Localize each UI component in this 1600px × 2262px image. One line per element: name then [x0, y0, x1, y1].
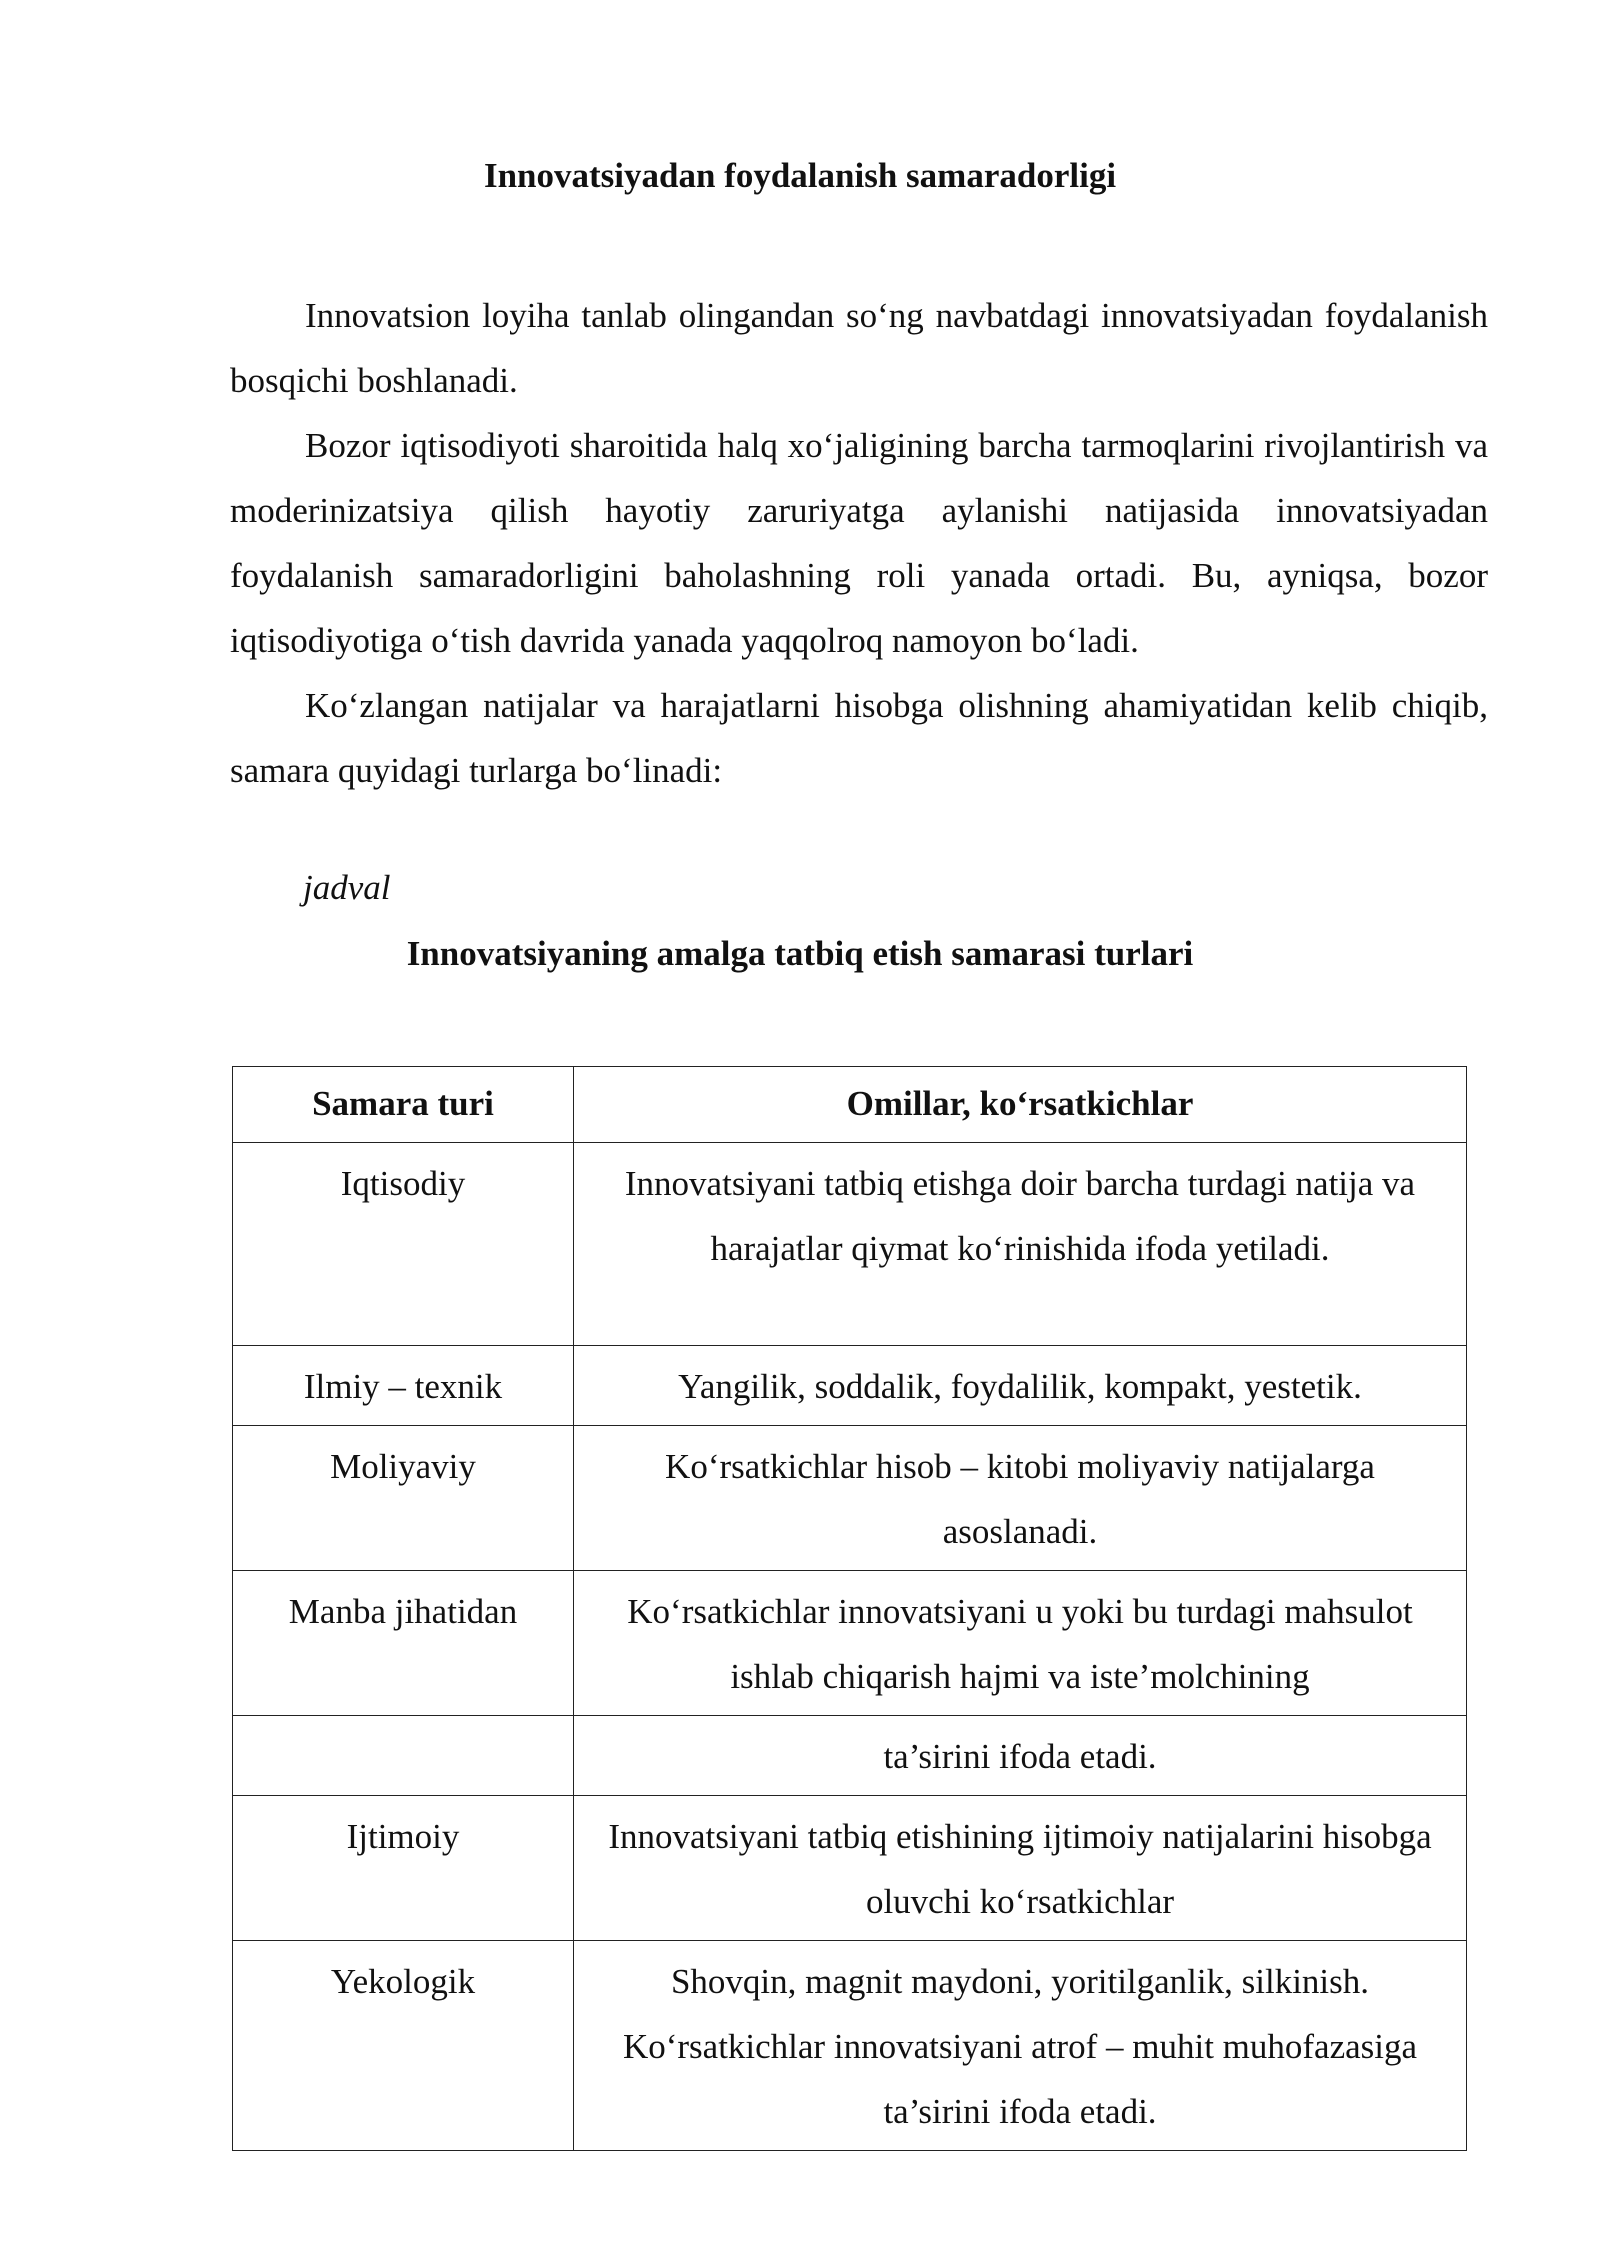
cell-factors: Innovatsiyani tatbiq etishga doir barcha turdagi natija va harajatlar qiymat ko‘rinishida ifoda yetiladi. [574, 1143, 1467, 1346]
table-caption: jadval [303, 868, 391, 907]
header-effect-type: Samara turi [233, 1067, 574, 1143]
table-row [233, 1346, 1467, 1426]
header-factors: Omillar, ko‘rsatkichlar [574, 1067, 1467, 1143]
paragraph: Ko‘zlangan natijalar va harajatlarni hisobga olishning ahamiyatidan kelib chiqib, samara quyidagi turlarga bo‘linadi: [230, 686, 1488, 790]
cell-effect-type [233, 1716, 574, 1796]
cell-factors: Shovqin, magnit maydoni, yoritilganlik, silkinish. Ko‘rsatkichlar innovatsiyani atrof – muhit muhofazasiga ta’sirini ifoda etadi. [574, 1941, 1467, 2151]
cell-effect-type: Ilmiy – texnik [233, 1346, 574, 1426]
paragraph: Innovatsion loyiha tanlab olingandan so‘ng navbatdagi innovatsiyadan foydalanish bosqichi boshlanadi. [230, 296, 1488, 400]
table-row [233, 1796, 1467, 1941]
cell-effect-type: Ijtimoiy [233, 1796, 574, 1941]
cell-factors: Innovatsiyani tatbiq etishining ijtimoiy natijalarini hisobga oluvchi ko‘rsatkichlar [574, 1796, 1467, 1941]
table-header-row [233, 1067, 1467, 1143]
cell-effect-type: Manba jihatidan [233, 1571, 574, 1716]
cell-factors: ta’sirini ifoda etadi. [574, 1716, 1467, 1796]
table-row [233, 1716, 1467, 1796]
cell-effect-type: Moliyaviy [233, 1426, 574, 1571]
cell-factors: Yangilik, soddalik, foydalilik, kompakt, yestetik. [574, 1346, 1467, 1426]
cell-factors: Ko‘rsatkichlar hisob – kitobi moliyaviy natijalarga asoslanadi. [574, 1426, 1467, 1571]
page-title: Innovatsiyadan foydalanish samaradorligi [483, 156, 1117, 195]
cell-effect-type: Yekologik [233, 1941, 574, 2151]
cell-factors: Ko‘rsatkichlar innovatsiyani u yoki bu turdagi mahsulot ishlab chiqarish hajmi va iste’molchining [574, 1571, 1467, 1716]
cell-effect-type: Iqtisodiy [233, 1143, 574, 1346]
table-row [233, 1426, 1467, 1571]
table-row [233, 1941, 1467, 2151]
body-text [230, 283, 1488, 803]
effect-types-table [232, 1066, 1467, 2151]
table-row [233, 1571, 1467, 1716]
table-title: Innovatsiyaning amalga tatbiq etish samarasi turlari [406, 934, 1194, 973]
paragraph: Bozor iqtisodiyoti sharoitida halq xo‘jaligining barcha tarmoqlarini rivojlantirish va moderinizatsiya qilish hayotiy zaruriyatga aylanishi natijasida innovatsiyadan foydalanish samaradorligini baholashning roli yanada ortadi. Bu, ayniqsa, bozor iqtisodiyotiga o‘tish davrida yanada yaqqolroq namoyon bo‘ladi. [230, 426, 1488, 660]
table-row [233, 1143, 1467, 1346]
